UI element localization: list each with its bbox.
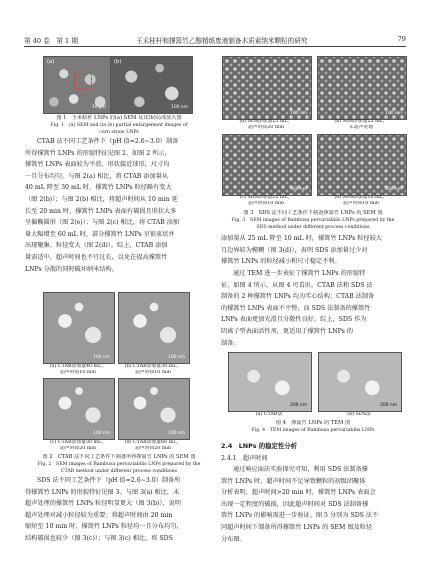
text-line: 出现一定程度的破损，因此超声时间对 SDS 法制备撑	[221, 500, 369, 508]
subcaption-line: 未超声处理	[349, 125, 373, 130]
fig3-image-d	[317, 134, 407, 196]
fig2-image-c	[43, 378, 115, 440]
fig2-image-b	[118, 292, 190, 364]
text-line: 且边界较为模糊（图 3(d)），表明 SDS 添加量过少对	[221, 246, 368, 254]
text-line: 阴离子型表面活性剂，更适用于撑篙竹 LNPs 的	[221, 327, 354, 335]
fig4-subcaption-b	[318, 412, 400, 418]
text-line: 结构破损也较少（图 3(c)）；与图 3(c) 相比，将 SDS	[25, 534, 173, 542]
fig2-caption-cn: 图 2 CTAB 法不同工艺条件下制备所得撑篙竹 LNPs 的 SEM 图	[42, 454, 196, 460]
fig4-scale-b: 200 nm	[380, 403, 397, 408]
subcaption-line: 超声时间10 min	[248, 201, 284, 206]
fig2-subcaption-b	[115, 364, 191, 376]
text-line: SDS 法不同工艺条件下（pH 值=2.6~3.0）制备所	[37, 477, 181, 484]
fig2-subcaption-c	[40, 440, 116, 452]
running-header	[24, 34, 406, 47]
subcaption-line: (c) CTAB添加量30 mL，	[49, 440, 107, 445]
subcaption-line: (b) SDS添加量25 mL，	[334, 119, 388, 124]
subcaption-line: 超声时间20 min	[60, 446, 96, 451]
left-paragraph-2	[25, 475, 213, 545]
fig1-image-b	[110, 56, 193, 114]
text-line: 量大幅增至 60 mL 时，部分撑篙竹 LNPs 呈银束状并	[25, 230, 175, 238]
fig3-subcaption-b	[313, 119, 409, 131]
fig2-caption-en-2: CTAB method under different process conditions	[60, 469, 178, 474]
text-line: CTAB 法不同工艺条件下（pH 值=2.6~3.0）制备	[37, 138, 179, 145]
text-line: LNPs 表面更加光滑且分散性良好。综上，SDS 作为	[221, 316, 367, 324]
text-line: 篙竹 LNPs 的影响需进一步验证。图 5 分别为 SDS 法不	[221, 512, 379, 520]
fig1-label-b: (b)	[114, 59, 122, 65]
fig2-subcaption-a	[40, 364, 116, 376]
text-line: 呈偏椭圆形（图 2(e)）；与图 2(c) 相比，将 CTAB 添加	[25, 219, 180, 227]
fig2-image-a	[43, 292, 115, 364]
text-line: 缩短至 10 min 时，撑篙竹 LNPs 粒径均一且分布均匀，	[25, 523, 183, 531]
subcaption-line: 超声时间10 min	[135, 370, 171, 375]
fig2-caption	[24, 454, 214, 475]
text-line: 的撑篙竹 LNPs 表面不平整，而 SDS 法制备的撑篙竹	[221, 304, 371, 312]
fig1-image-a	[43, 56, 111, 114]
fig3-caption-en-1: Fig. 3 SEM images of Bambusa pervariabilis LNPs prepared by the	[231, 218, 395, 223]
fig3-scale-b: 100 nm	[385, 111, 402, 116]
subcaption-line: 超声时间20 min	[135, 446, 171, 451]
text-line: 篙竹 LNPs 时，超声时间不足导致颗粒的初级团聚体	[221, 477, 366, 485]
text-line: 通过 TEM 进一步表征了撑篙竹 LNPs 的形貌特	[233, 270, 366, 277]
right-paragraph-3	[221, 464, 407, 545]
fig3-image-c	[222, 134, 312, 196]
fig3-image-b	[317, 56, 407, 120]
page-number: 79	[397, 35, 406, 43]
section-heading-2-4-1: 2.4.1 超声时间	[221, 455, 268, 462]
fig3-scale-a: 100 nm	[290, 111, 307, 116]
left-paragraph-1	[25, 136, 213, 275]
fig3-subcaption-d	[313, 195, 409, 207]
text-line: 一且分布均匀。与图 2(a) 相比，将 CTAB 添加量从	[25, 172, 169, 180]
fig1-caption-en-2: corn straw LNPs	[99, 130, 139, 135]
text-line: 制备。	[221, 339, 240, 347]
text-line: 得撑篙竹 LNPs 的形貌特征见图 3。与图 3(a) 相比，未	[25, 488, 180, 496]
fig4-image-a	[228, 352, 312, 412]
subcaption-line: (b) CTAB添加量30 mL，	[124, 364, 182, 369]
subcaption-line: 超声时间10 min	[60, 370, 96, 375]
fig1-caption-en-1: Fig. 1 (a) SEM and its (b) partial enlargement images of	[50, 123, 188, 128]
text-line: 通过响应面法实验探究可知，利用 SDS 法制备撑	[233, 466, 368, 473]
subcaption-line: (a) CTAB添加量40 mL，	[49, 364, 107, 369]
text-line: LNPs 分散的同时破坏纳米结构。	[25, 265, 118, 273]
text-line: 制备的 2 种撑篙竹 LNPs 均为实心结构；CTAB 法制备	[221, 293, 375, 301]
text-line: 超声处理对减小粒径较为重要；将超声时间由 20 min	[25, 511, 173, 519]
subcaption-line: (d) CTAB添加量60 mL，	[124, 440, 182, 445]
text-line: 添加量从 25 mL 降至 10 mL 时，撑篙竹 LNPs 粒径较大	[221, 235, 382, 242]
subcaption-line: (a) CTAB法	[255, 412, 283, 417]
fig4-scale-a: 200 nm	[290, 403, 307, 408]
fig2-caption-en-1: Fig. 2 SEM images of Bambusa pervariabilis LNPs prepared by the	[37, 462, 201, 467]
fig4-subcaption-a	[228, 412, 310, 418]
fig2-scale-a: 100 nm	[93, 355, 110, 360]
text-line: 分析表明，超声时间>20 min 时，撑篙竹 LNPs 表面会	[221, 489, 376, 497]
fig4-caption-cn: 图 4 撑篙竹 LNPs 的 TEM 图	[275, 420, 351, 426]
fig2-scale-c: 100 nm	[93, 431, 110, 436]
subcaption-line: (c) SDS添加量25 mL，	[239, 195, 293, 200]
fig3-scale-d: 300 nm	[385, 187, 402, 192]
fig3-caption	[218, 210, 408, 231]
fig1-label-a: (a)	[47, 59, 55, 65]
subcaption-line: (b) SDS法	[347, 412, 371, 417]
enlargement-region-box	[74, 73, 92, 89]
fig2-scale-b: 100 nm	[168, 355, 185, 360]
right-paragraph-2	[221, 268, 407, 349]
volume-issue: 第 40 卷 第 1 期	[24, 37, 78, 45]
text-line: 撑篙竹 LNPs 表面较为平滑，形状接近球形，尺寸均	[25, 161, 170, 169]
fig1-caption-cn: 图 1 玉米秸秆 LNPs 的(a) SEM 及其(b)局部放大图	[56, 115, 182, 121]
text-line: 所得撑篙竹 LNPs 的形貌特征见图 2。如图 2 所示，	[25, 149, 171, 157]
text-line: 撑篙竹 LNPs 的粒径减小和尺寸稳定不利。	[221, 258, 341, 266]
text-line: 征，如图 4 所示。从图 4 可看出，CTAB 法和 SDS 法	[221, 281, 373, 289]
text-line: 出现聚集、粒径变大（图 2(d)）。综上，CTAB 添加	[25, 242, 168, 250]
fig2-scale-d: 100 nm	[168, 431, 185, 436]
fig3-caption-en-2: SDS method under different process conditions	[256, 225, 370, 230]
text-line: 40 mL 降至 30 mL 时，撑篙竹 LNPs 粒径略有变大	[25, 184, 172, 192]
fig3-subcaption-a	[218, 119, 314, 131]
fig4-caption	[218, 420, 408, 434]
text-line: 超声处理的撑篙竹 LNPs 粒径明显更大（图 3(b)），说明	[25, 500, 181, 508]
fig2-subcaption-d	[115, 440, 191, 452]
subcaption-line: (d) SDS添加量10 mL，	[334, 195, 388, 200]
text-line: 长至 20 min 时，撑篙竹 LNPs 表面有破损且形状大多	[25, 207, 177, 215]
fig2-image-d	[118, 378, 190, 440]
subcaption-line: 超声时间20 min	[248, 125, 284, 130]
fig4-caption-en: Fig. 4 TEM images of Bambusa pervariabilis LNPs	[251, 428, 375, 433]
text-line: （图 2(b)）；与图 2(b) 相比，将超声时间从 10 min 延	[25, 195, 178, 203]
fig3-subcaption-c	[218, 195, 314, 207]
text-line: 分布图。	[221, 535, 246, 543]
text-line: 量需适中，超声时间也不宜过长，以免在提高撑篙竹	[25, 253, 168, 261]
text-line: 同超声时间下制备所得撑篙竹 LNPs 的 SEM 图及粒径	[221, 523, 373, 531]
section-heading-2-4: 2.4 LNPs 的稳定性分析	[221, 442, 298, 450]
subcaption-line: (a) SDS添加量25 mL，	[239, 119, 293, 124]
fig4-image-b	[318, 352, 402, 412]
fig1-caption	[26, 115, 212, 136]
fig3-image-a	[222, 56, 312, 120]
fig3-scale-c: 300 nm	[290, 187, 307, 192]
fig1-scale-b: 100 nm	[171, 105, 188, 110]
subcaption-line: 超声时间10 min	[343, 201, 379, 206]
right-paragraph-1	[221, 233, 407, 268]
fig1-scale-a: 10 µm	[91, 105, 106, 110]
fig3-caption-cn: 图 3 SDS 法不同工艺条件下制备撑篙竹 LNPs 的 SEM 图	[243, 210, 383, 216]
running-title: 王禾桂杆和撑篙竹乙醇精练废液制备木质素纳米颗粒的研究	[136, 37, 308, 45]
